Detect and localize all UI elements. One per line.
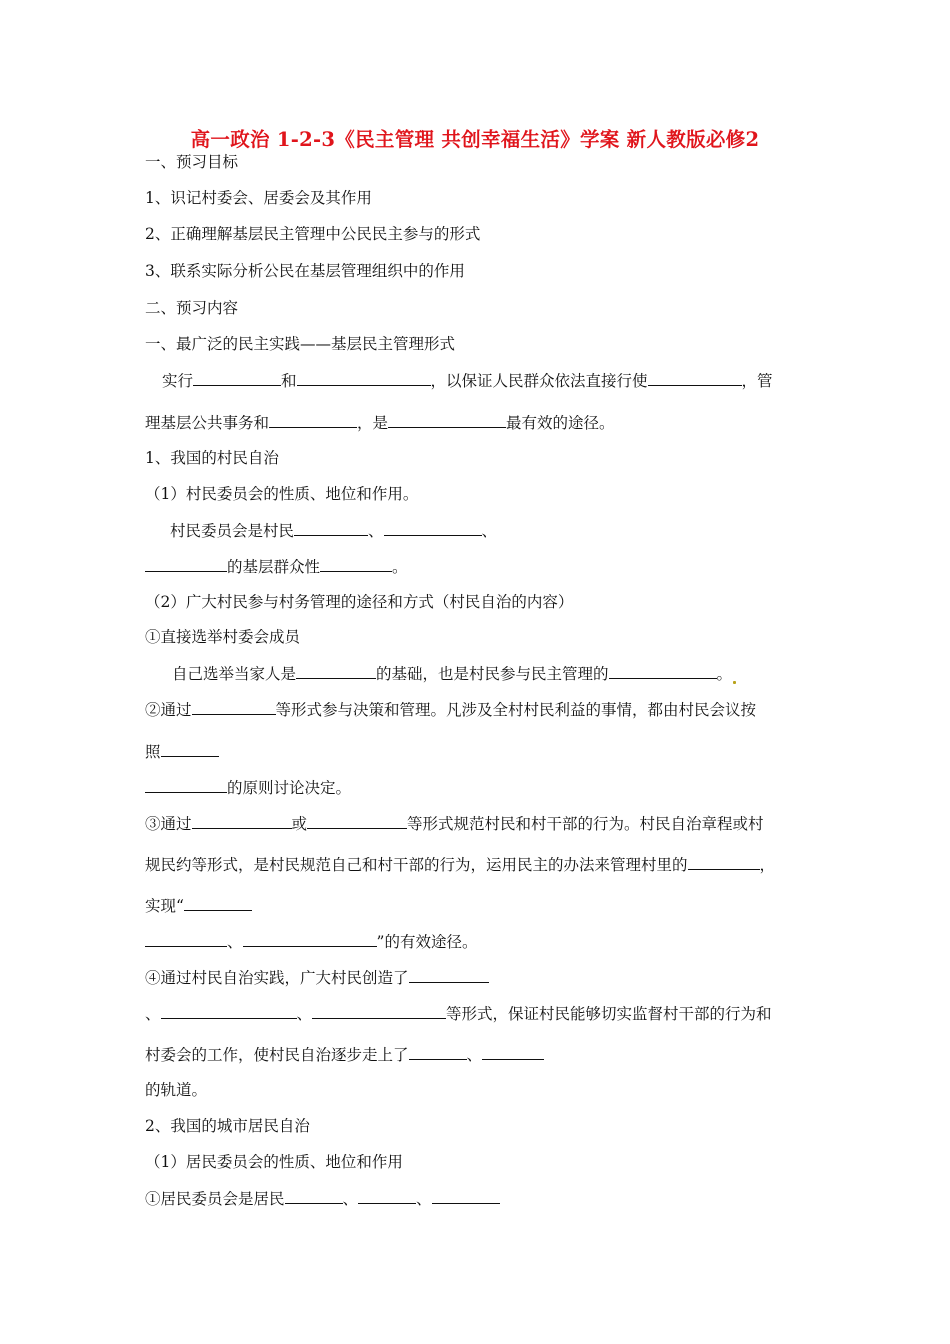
fill-blank (294, 520, 368, 536)
fill-blank (688, 854, 760, 870)
fill-blank (297, 370, 431, 386)
text: ，是 (357, 414, 389, 432)
goal-3: 3、联系实际分析公民在基层管理组织中的作用 (145, 262, 465, 280)
paragraph-line (145, 895, 252, 916)
fill-blank (193, 370, 281, 386)
fill-blank (432, 1188, 500, 1204)
text: 村民委员会是村民 (170, 522, 295, 540)
text: 规民约等形式，是村民规范自己和村干部的行为，运用民主的办法来管理村里的 (145, 856, 688, 874)
goal-2: 2、正确理解基层民主管理中公民民主参与的形式 (145, 225, 481, 243)
paragraph-line: 的轨道。 (145, 1081, 208, 1099)
text: 自己选举当家人是 (172, 665, 297, 683)
text: ①居民委员会是居民 (145, 1190, 285, 1208)
text: 的基层群众性 (227, 558, 321, 576)
text: 等形式，保证村民能够切实监督村干部的行为和 (446, 1005, 772, 1023)
heading-urban-autonomy: 2、我国的城市居民自治 (145, 1117, 310, 1135)
text: 、 (368, 522, 384, 540)
text: 或 (291, 815, 308, 833)
fill-blank (482, 1044, 544, 1060)
fill-blank (409, 967, 489, 983)
text: ， (759, 856, 776, 874)
paragraph-line (145, 556, 408, 577)
fill-blank (388, 412, 506, 428)
text: 、 (342, 1190, 359, 1208)
fill-blank (192, 813, 292, 829)
text: 的原则讨论决定。 (227, 779, 352, 797)
text: 。 (392, 558, 408, 576)
text: 、 (145, 1005, 161, 1023)
section-heading-content: 二、预习内容 (145, 299, 239, 317)
text: 、 (466, 1046, 483, 1064)
fill-blank (409, 1044, 467, 1060)
fill-blank (161, 741, 219, 757)
text: ，以保证人民群众依法直接行使 (430, 372, 648, 390)
text: 等形式参与决策和管理。凡涉及全村村民利益的事情，都由村民会议按 (275, 701, 757, 719)
text: ④通过村民自治实践，广大村民创造了 (145, 969, 409, 987)
fill-blank (358, 1188, 416, 1204)
subheading-residents-committee: （1）居民委员会的性质、地位和作用 (145, 1153, 403, 1171)
document-title: 高一政治 1-2-3《民主管理 共创幸福生活》学案 新人教版必修2 (190, 128, 760, 151)
paragraph-line (170, 520, 497, 541)
paragraph-line (172, 663, 736, 684)
fill-blank (384, 520, 482, 536)
text: 最有效的途径。 (506, 414, 615, 432)
text: 、 (481, 522, 498, 540)
paragraph-line (145, 412, 615, 433)
paragraph-line (162, 370, 773, 391)
fill-blank (609, 663, 717, 679)
text: 、 (296, 1005, 313, 1023)
fill-blank (320, 556, 392, 572)
text: 村委会的工作，使村民自治逐步走上了 (145, 1046, 409, 1064)
paragraph-line (145, 1188, 500, 1209)
fill-blank (161, 1003, 297, 1019)
heading-basic-democracy: 一、最广泛的民主实践——基层民主管理形式 (145, 335, 456, 353)
fill-blank (145, 777, 227, 793)
paragraph-line (145, 967, 489, 988)
paragraph-line (145, 777, 351, 798)
paragraph-line (145, 854, 775, 875)
text: 实行 (162, 372, 194, 390)
paragraph-line (145, 931, 477, 952)
fill-blank (312, 1003, 446, 1019)
item-direct-election: ①直接选举村委会成员 (145, 628, 301, 646)
paragraph-line (145, 1044, 544, 1065)
mark-dot (733, 681, 736, 684)
text: 照 (145, 743, 161, 761)
text: 的基础，也是村民参与民主管理的 (376, 665, 609, 683)
fill-blank (184, 895, 252, 911)
text: 和 (281, 372, 297, 390)
text: 、 (227, 933, 243, 951)
fill-blank (145, 931, 227, 947)
text: ②通过 (145, 701, 192, 719)
text: 理基层公共事务和 (145, 414, 270, 432)
heading-village-autonomy: 1、我国的村民自治 (145, 449, 279, 467)
text: 等形式规范村民和村干部的行为。村民自治章程或村 (407, 815, 764, 833)
text: 实现“ (145, 897, 184, 915)
fill-blank (145, 556, 227, 572)
paragraph-line (145, 741, 219, 762)
paragraph-line (145, 1003, 772, 1024)
section-heading-goals: 一、预习目标 (145, 153, 239, 171)
goal-1: 1、识记村委会、居委会及其作用 (145, 189, 372, 207)
fill-blank (192, 699, 276, 715)
text: ③通过 (145, 815, 192, 833)
text: ，管 (741, 372, 773, 390)
text: ”的有效途径。 (376, 933, 478, 951)
subheading-participation: （2）广大村民参与村务管理的途径和方式（村民自治的内容） (145, 593, 574, 611)
fill-blank (285, 1188, 343, 1204)
paragraph-line (145, 699, 756, 720)
fill-blank (296, 663, 376, 679)
fill-blank (243, 931, 377, 947)
fill-blank (307, 813, 407, 829)
subheading-village-committee: （1）村民委员会的性质、地位和作用。 (145, 485, 419, 503)
text: 、 (416, 1190, 432, 1208)
text: 。 (716, 665, 733, 683)
fill-blank (269, 412, 357, 428)
fill-blank (648, 370, 742, 386)
paragraph-line (145, 813, 764, 834)
